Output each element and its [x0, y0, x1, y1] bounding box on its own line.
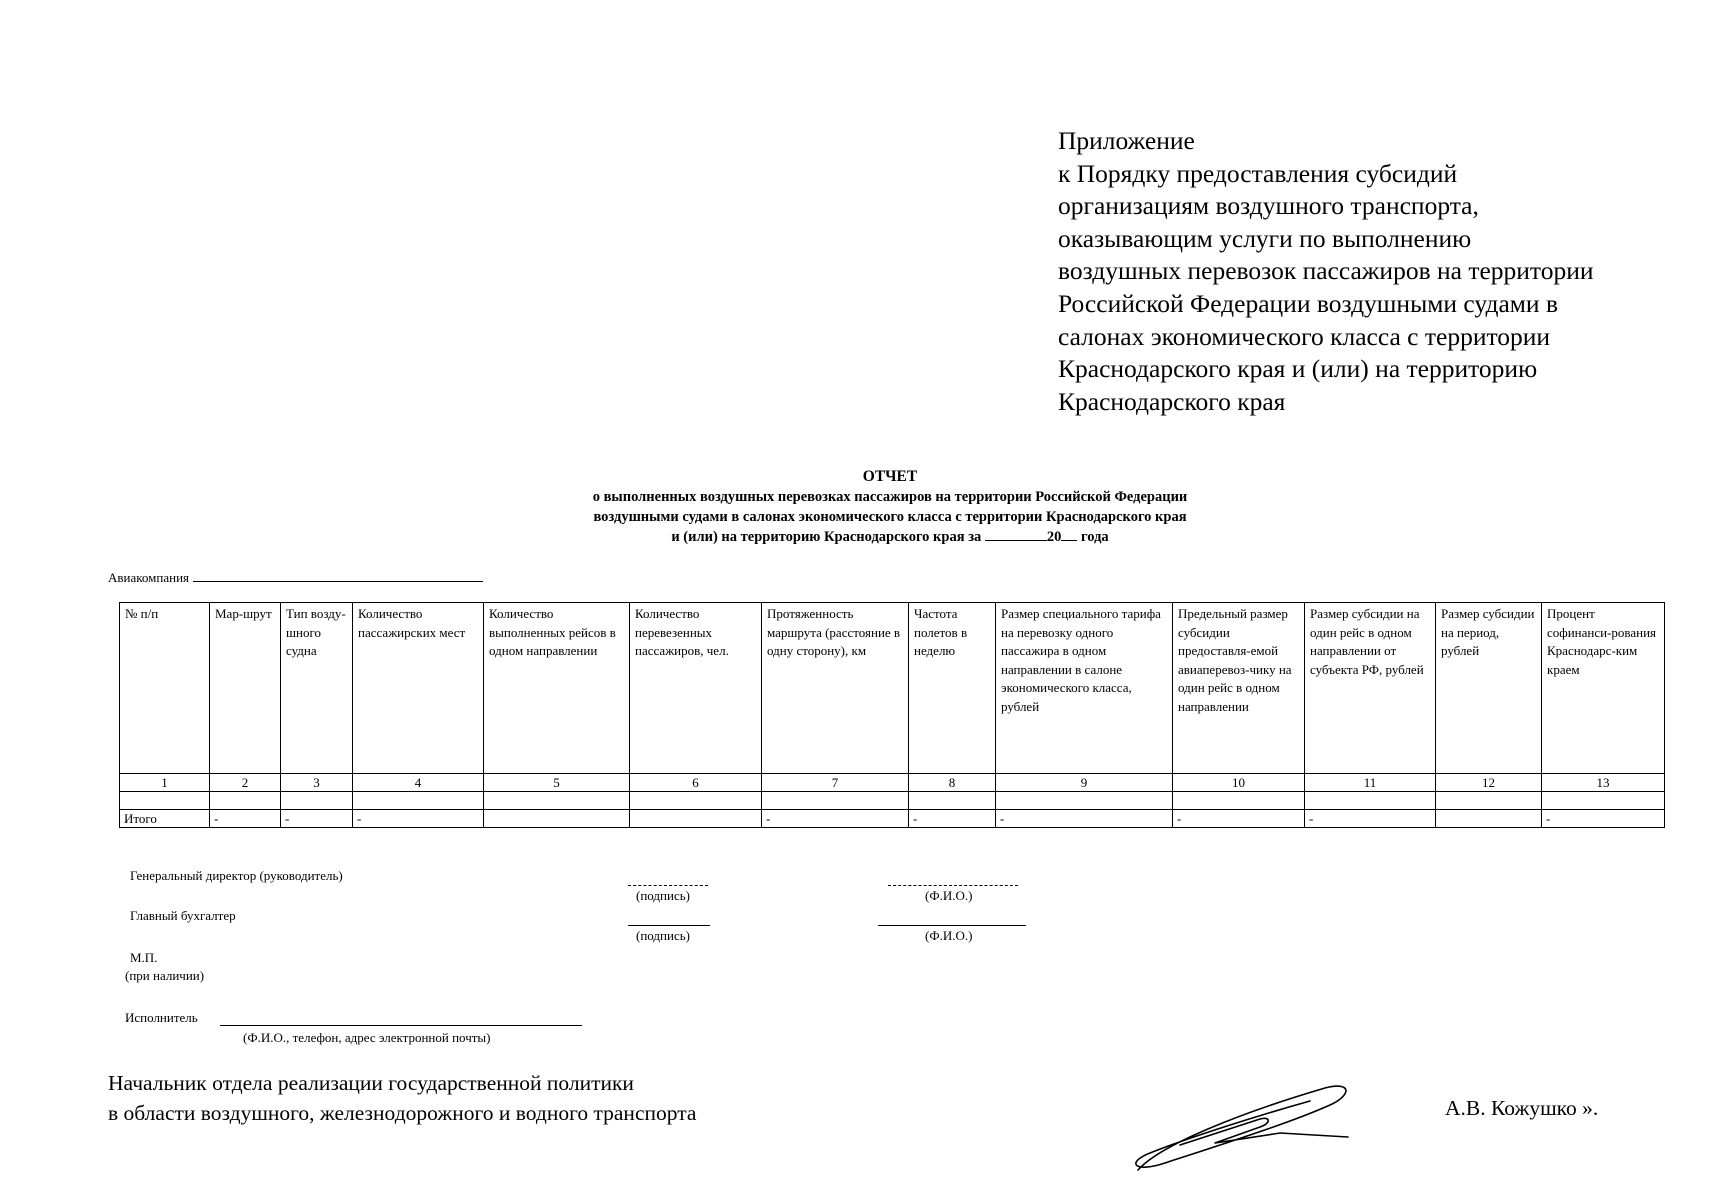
airline-field[interactable] — [193, 569, 483, 582]
executor-label: Исполнитель — [125, 1010, 198, 1025]
director-label: Генеральный директор (руководитель) — [130, 868, 343, 883]
footer-signatory-name: А.В. Кожушко ». — [1445, 1096, 1599, 1120]
table-cell[interactable] — [1305, 792, 1436, 810]
report-title: ОТЧЕТ — [862, 468, 918, 485]
column-number: 2 — [210, 774, 281, 792]
header-cell: Количество пассажирских мест — [353, 603, 484, 774]
total-cell: - — [762, 810, 909, 828]
sign-caption: (подпись) — [636, 888, 690, 903]
header-cell: Частота полетов в неделю — [909, 603, 996, 774]
accountant-sign-line[interactable] — [628, 925, 710, 926]
table-cell[interactable] — [1436, 792, 1542, 810]
table-cell[interactable] — [210, 792, 281, 810]
table-cell[interactable] — [909, 792, 996, 810]
header-cell: Размер субсидии на период, рублей — [1436, 603, 1542, 774]
total-row — [120, 810, 1665, 828]
table-cell[interactable] — [1542, 792, 1665, 810]
report-period-suffix: года — [1081, 529, 1109, 545]
column-number: 3 — [281, 774, 353, 792]
report-year: 20 — [1046, 529, 1062, 545]
sign-caption: (подпись) — [636, 928, 690, 943]
table-row — [120, 792, 1665, 810]
seal-note: (при наличии) — [125, 968, 205, 983]
appendix-line: к Порядку предоставления субсидий — [1058, 158, 1458, 188]
column-number: 8 — [909, 774, 996, 792]
airline-label: Авиакомпания — [108, 570, 190, 585]
appendix-line: Российской Федерации воздушными судами в — [1058, 288, 1558, 318]
appendix-line: воздушных перевозок пассажиров на территории — [1058, 256, 1594, 286]
header-cell: № п/п — [120, 603, 210, 774]
column-number: 11 — [1305, 774, 1436, 792]
column-number: 13 — [1542, 774, 1665, 792]
seal-label: М.П. — [130, 950, 158, 965]
header-cell: Тип возду-шного судна — [281, 603, 353, 774]
executor-caption: (Ф.И.О., телефон, адрес электронной почты) — [243, 1030, 491, 1045]
column-number: 4 — [353, 774, 484, 792]
column-number: 10 — [1173, 774, 1305, 792]
table-cell[interactable] — [281, 792, 353, 810]
appendix-line: салонах экономического класса с территории — [1058, 321, 1551, 351]
executor-line[interactable] — [220, 1025, 582, 1026]
report-title-block — [380, 467, 1400, 547]
header-cell: Протяженность маршрута (расстояние в одну сторону), км — [762, 603, 909, 774]
total-cell — [1436, 810, 1542, 828]
footer-line: в области воздушного, железнодорожного и водного транспорта — [108, 1101, 697, 1125]
header-row — [120, 603, 1665, 774]
appendix-line: оказывающим услуги по выполнению — [1058, 223, 1472, 253]
footer-line: Начальник отдела реализации государственной политики — [108, 1071, 634, 1095]
appendix-line: Краснодарского края — [1058, 386, 1286, 416]
report-subtitle-line: о выполненных воздушных перевозках пассажиров на территории Российской Федерации — [592, 489, 1188, 505]
header-cell: Количество перевезенных пассажиров, чел. — [630, 603, 762, 774]
total-cell: - — [210, 810, 281, 828]
total-cell: - — [1542, 810, 1665, 828]
table-cell[interactable] — [484, 792, 630, 810]
header-cell: Количество выполненных рейсов в одном направлении — [484, 603, 630, 774]
column-number-row — [120, 774, 1665, 792]
header-cell: Размер субсидии на один рейс в одном направлении от субъекта РФ, рублей — [1305, 603, 1436, 774]
total-cell: - — [909, 810, 996, 828]
column-number: 9 — [996, 774, 1173, 792]
column-number: 1 — [120, 774, 210, 792]
accountant-name-line[interactable] — [878, 925, 1026, 926]
total-cell — [484, 810, 630, 828]
header-cell: Размер специального тарифа на перевозку одного пассажира в одном направлении в салоне экономического класса, рублей — [996, 603, 1173, 774]
name-caption: (Ф.И.О.) — [925, 928, 973, 943]
total-cell: - — [1305, 810, 1436, 828]
column-number: 5 — [484, 774, 630, 792]
report-period-line — [380, 527, 1400, 547]
table-cell[interactable] — [762, 792, 909, 810]
header-cell: Предельный размер субсидии предоставля-емой авиаперевоз-чику на один рейс в одном направлении — [1173, 603, 1305, 774]
table-cell[interactable] — [996, 792, 1173, 810]
table-cell[interactable] — [1173, 792, 1305, 810]
report-subtitle-line: воздушными судами в салонах экономического класса с территории Краснодарского края — [593, 509, 1187, 525]
total-cell: - — [996, 810, 1173, 828]
report-table — [119, 602, 1665, 828]
airline-row — [108, 569, 483, 586]
director-sign-line[interactable] — [628, 885, 708, 886]
table-cell[interactable] — [120, 792, 210, 810]
name-caption: (Ф.И.О.) — [925, 888, 973, 903]
total-label: Итого — [120, 810, 210, 828]
accountant-label: Главный бухгалтер — [130, 908, 236, 923]
report-period-prefix: и (или) на территорию Краснодарского края за — [671, 529, 982, 545]
table-cell[interactable] — [630, 792, 762, 810]
total-cell: - — [353, 810, 484, 828]
total-cell: - — [281, 810, 353, 828]
column-number: 6 — [630, 774, 762, 792]
appendix-line: Краснодарского края и (или) на территорию — [1058, 354, 1538, 384]
appendix-block — [1058, 125, 1708, 418]
footer-block — [108, 1068, 696, 1128]
header-cell: Мар-шрут — [210, 603, 281, 774]
handwritten-signature — [1120, 1075, 1370, 1180]
column-number: 7 — [762, 774, 909, 792]
appendix-line: Приложение — [1058, 126, 1195, 155]
column-number: 12 — [1436, 774, 1542, 792]
period-blank[interactable] — [985, 528, 1047, 541]
appendix-line: организациям воздушного транспорта, — [1058, 191, 1479, 221]
table-cell[interactable] — [353, 792, 484, 810]
director-name-line[interactable] — [888, 885, 1018, 886]
header-cell: Процент софинанси-рования Краснодарс-ким краем — [1542, 603, 1665, 774]
year-blank[interactable] — [1061, 528, 1077, 541]
total-cell — [630, 810, 762, 828]
total-cell: - — [1173, 810, 1305, 828]
